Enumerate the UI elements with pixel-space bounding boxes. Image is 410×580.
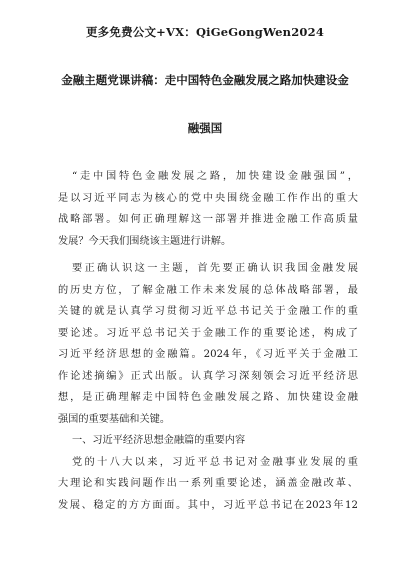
page-header: 更多免费公文+VX：QiGeGongWen2024 xyxy=(85,25,325,39)
text-line: 关键的就是认真学习贯彻习近平总书记关于金融工作的重 xyxy=(58,306,358,317)
text-line: 大理论和实践问题作出一系列重要论述，涵盖金融改革、 xyxy=(58,478,358,489)
text-line: 想，是正确理解走中国特色金融发展之路、加快建设金融 xyxy=(58,392,358,403)
text-line: 是以习近平同志为核心的党中央围绕金融工作作出的重大 xyxy=(58,192,358,204)
text-line: 习近平经济思想的金融篇。2024年，《习近平关于金融工 xyxy=(58,349,358,360)
text-line: 要正确认识这一主题，首先要正确认识我国金融发展 xyxy=(72,263,358,274)
text-line: 党的十八大以来，习近平总书记对金融事业发展的重 xyxy=(72,456,358,468)
paragraph-context xyxy=(58,258,358,430)
paragraph-section-1 xyxy=(58,452,358,517)
text-line: 发展？今天我们围绕该主题进行讲解。 xyxy=(58,235,232,247)
text-line: 战略部署。如何正确理解这一部署并推进金融工作高质量 xyxy=(58,214,358,225)
document-title-line-1: 金融主题党课讲稿：走中国特色金融发展之路加快建设金 xyxy=(61,73,349,87)
section-heading xyxy=(58,430,358,452)
text-line: 强国的重要基础和关键。 xyxy=(58,413,171,425)
text-line: 的历史方位，了解金融工作未来发展的总体战略部署，最 xyxy=(58,284,358,296)
text-line: 发展、稳定的方方面面。其中，习近平总书记在2023年12 xyxy=(58,499,358,511)
text-line: “走中国特色金融发展之路，加快建设金融强国”， xyxy=(72,171,358,182)
paragraph-intro xyxy=(58,166,358,252)
document-body xyxy=(58,166,358,516)
section-heading-text: 一、习近平经济思想金融篇的重要内容 xyxy=(72,435,246,446)
text-line: 作论述摘编》正式出版。认真学习深刻领会习近平经济思 xyxy=(58,370,358,382)
document-title-line-2: 融强国 xyxy=(187,121,223,135)
text-line: 要论述。习近平总书记关于金融工作的重要论述，构成了 xyxy=(58,327,358,339)
